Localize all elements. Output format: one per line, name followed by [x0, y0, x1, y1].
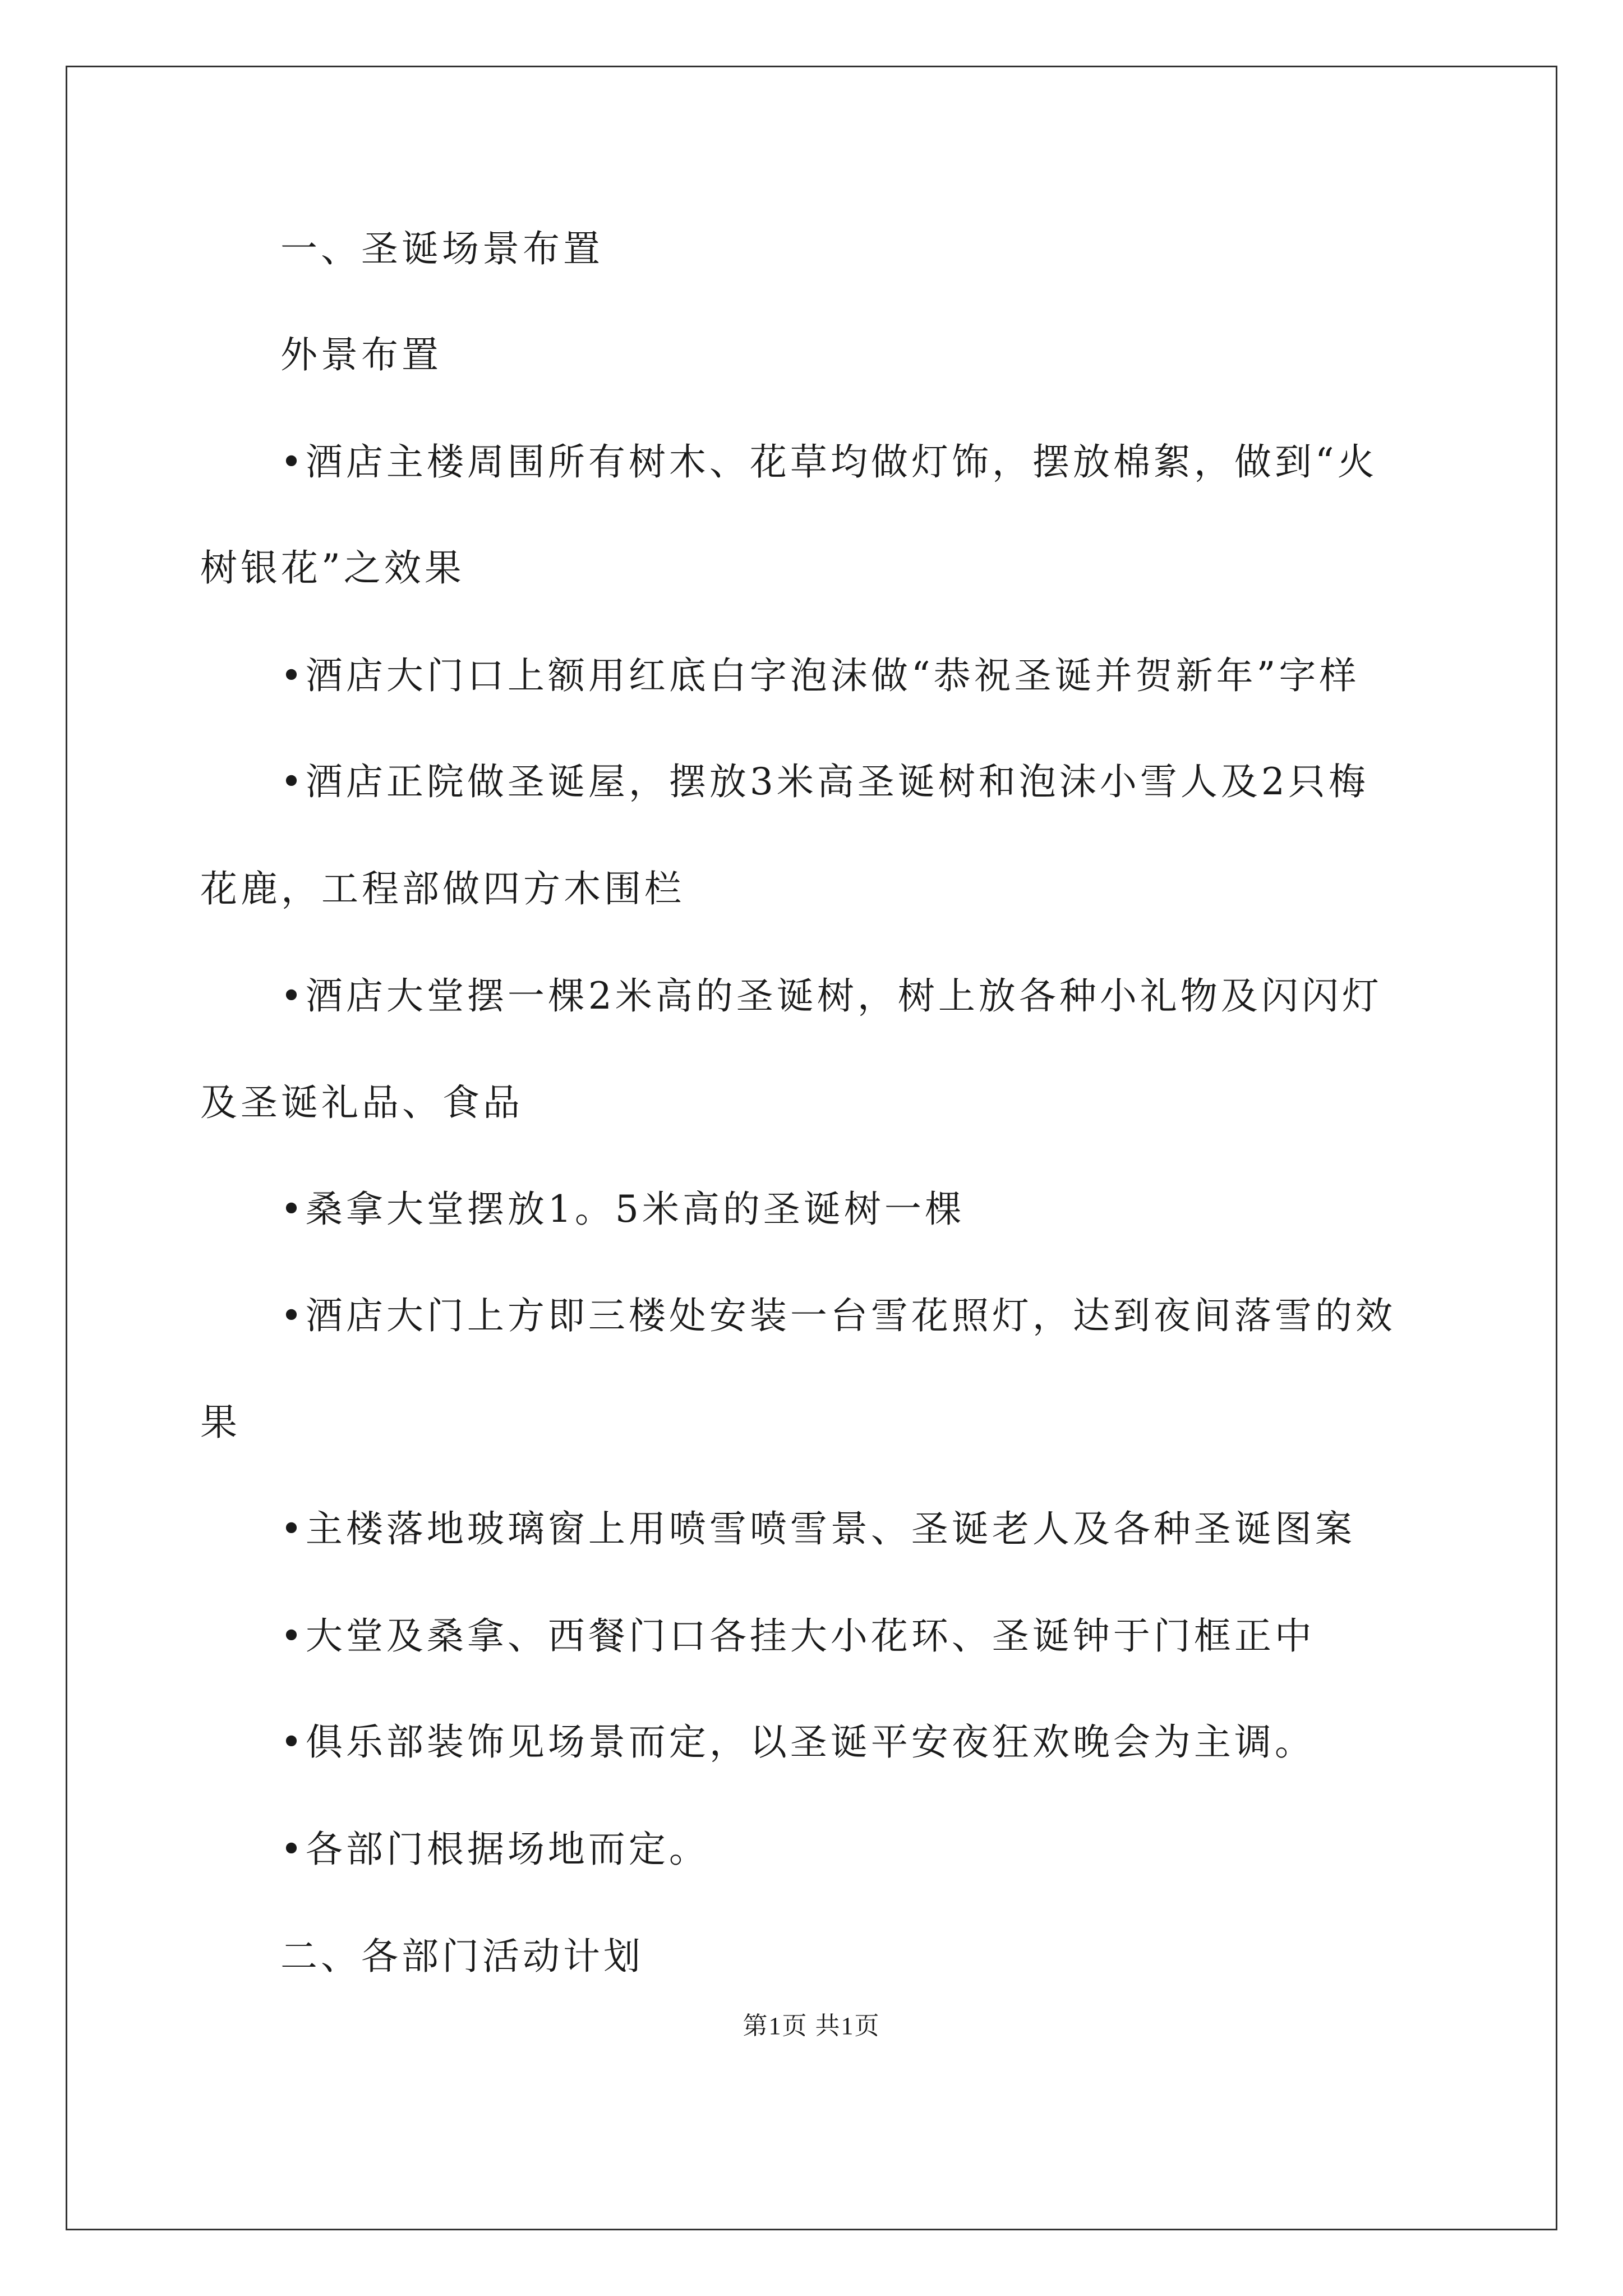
page-footer: 第1页 共1页 [743, 2012, 880, 2040]
paragraph-line: •酒店大门口上额用红底白字泡沫做“恭祝圣诞并贺新年”字样 [280, 654, 1360, 697]
paragraph-line: •俱乐部装饰见场景而定，以圣诞平安夜狂欢晚会为主调。 [280, 1720, 1315, 1764]
paragraph-line: •桑拿大堂摆放1。5米高的圣诞树一棵 [280, 1188, 965, 1231]
paragraph-line: 树银花”之效果 [200, 546, 465, 590]
paragraph-line: 花鹿，工程部做四方木围栏 [200, 867, 685, 910]
paragraph-line: •酒店主楼周围所有树木、花草均做灯饰，摆放棉絮，做到“火 [280, 440, 1378, 484]
paragraph-line: 及圣诞礼品、食品 [200, 1081, 523, 1124]
paragraph-line: •酒店大门上方即三楼处安装一台雪花照灯，达到夜间落雪的效 [280, 1294, 1396, 1337]
section-heading: 一、圣诞场景布置 [280, 227, 603, 270]
section-heading: 二、各部门活动计划 [280, 1935, 644, 1978]
paragraph-line: •酒店正院做圣诞屋，摆放3米高圣诞树和泡沫小雪人及2只梅 [280, 760, 1369, 803]
paragraph-line: •大堂及桑拿、西餐门口各挂大小花环、圣诞钟于门框正中 [280, 1614, 1315, 1658]
page-border [66, 66, 1557, 2230]
subsection-heading: 外景布置 [280, 333, 442, 376]
paragraph-line: 果 [200, 1401, 241, 1444]
paragraph-line: •酒店大堂摆一棵2米高的圣诞树，树上放各种小礼物及闪闪灯 [280, 974, 1382, 1018]
paragraph-line: •主楼落地玻璃窗上用喷雪喷雪景、圣诞老人及各种圣诞图案 [280, 1507, 1355, 1550]
paragraph-line: •各部门根据场地而定。 [280, 1828, 709, 1871]
